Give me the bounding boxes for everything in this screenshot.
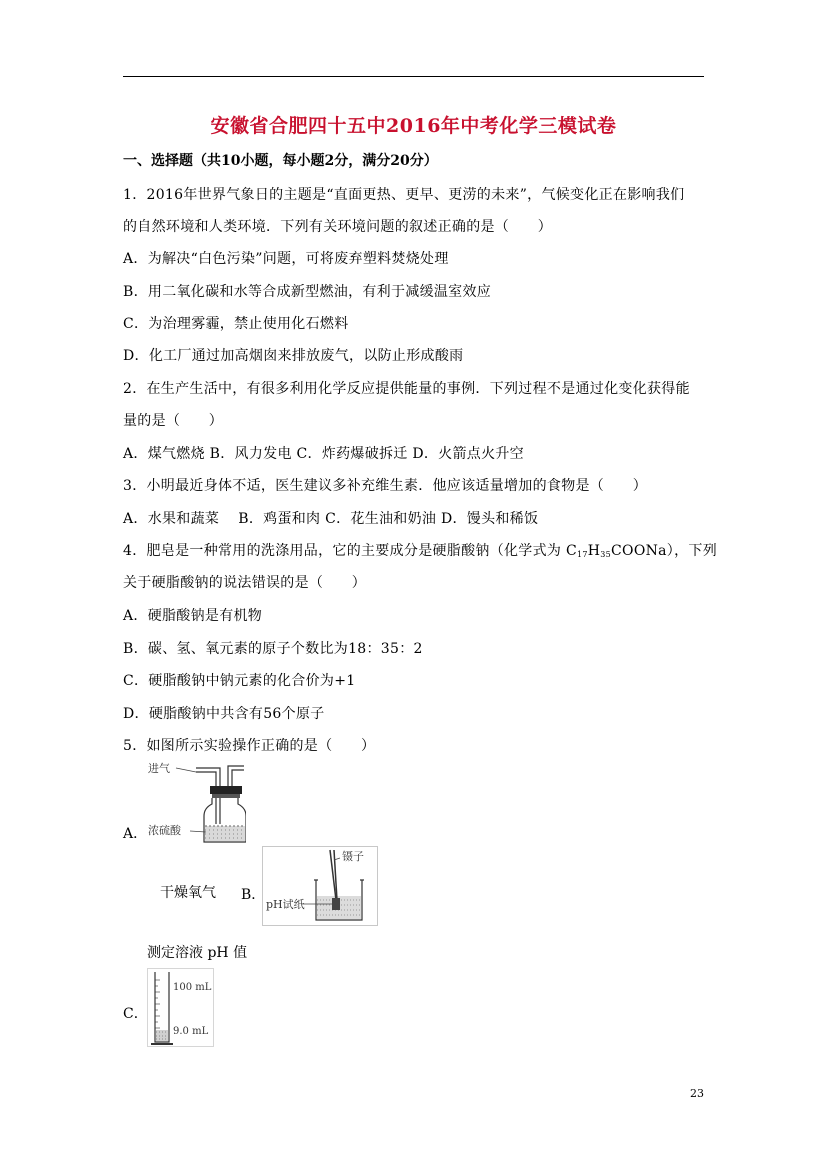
- page-title: 安徽省合肥四十五中2016年中考化学三模试卷: [210, 115, 617, 137]
- q1-option-a: A．为解决“白色污染”问题，可将废弃塑料焚烧处理: [123, 251, 449, 267]
- q1-option-d: D．化工厂通过加高烟囱来排放废气，以防止形成酸雨: [123, 348, 464, 364]
- fig-c-bottom-mark: 9.0 mL: [173, 1026, 209, 1037]
- q4-text-post: COONa），下列: [611, 543, 718, 559]
- q2-stem-line1: 2．在生产生活中，有很多利用化学反应提供能量的事例．下列过程不是通过化变化获得能: [123, 381, 690, 397]
- q4-option-a: A．硬脂酸钠是有机物: [123, 608, 263, 624]
- fig-c-top-mark: 100 mL: [173, 982, 212, 993]
- page-number: 23: [690, 1087, 704, 1100]
- q4-text-h: H: [587, 543, 601, 559]
- q4-sub-hydrogen: 35: [600, 550, 612, 559]
- q2-options: A．煤气燃烧 B．风力发电 C．炸药爆破拆迁 D．火箭点火升空: [123, 446, 524, 462]
- q3-stem: 3．小明最近身体不适，医生建议多补充维生素．他应该适量增加的食物是（ ）: [123, 478, 648, 494]
- fig-b-tweezers-label: 镊子: [342, 850, 364, 863]
- q4-option-c: C．硬脂酸钠中钠元素的化合价为+1: [123, 673, 356, 689]
- figure-ph-test: [262, 846, 378, 926]
- q5-option-c-label: C．: [123, 1006, 148, 1022]
- q1-stem-line1: 1．2016年世界气象日的主题是“直面更热、更早、更涝的未来”，气候变化正在影响我们: [123, 187, 685, 203]
- section-heading: 一、选择题（共10小题，每小题2分，满分20分）: [123, 153, 438, 169]
- q1-option-b: B．用二氧化碳和水等合成新型燃油，有利于减缓温室效应: [123, 284, 492, 300]
- fig-a-gas-in-label: 进气: [148, 762, 170, 775]
- q2-stem-line2: 量的是（ ）: [123, 413, 224, 429]
- q5-caption-a: 干燥氧气: [160, 885, 216, 901]
- q4-stem-line2: 关于硬脂酸钠的说法错误的是（ ）: [123, 575, 367, 591]
- figure-gas-washing-bottle: [146, 758, 246, 844]
- q5-option-a-label: A．: [123, 826, 148, 842]
- q4-text-pre: 4．肥皂是一种常用的洗涤用品，它的主要成分是硬脂酸钠（化学式为 C: [123, 543, 577, 559]
- fig-b-paper-label: pH试纸: [266, 898, 305, 911]
- header-rule: [123, 76, 704, 77]
- q4-sub-carbon: 17: [576, 550, 588, 559]
- q1-option-c: C．为治理雾霾，禁止使用化石燃料: [123, 316, 349, 332]
- q5-caption-b: 测定溶液 pH 值: [147, 945, 248, 961]
- q4-option-b: B．碳、氢、氧元素的原子个数比为18：35：2: [123, 641, 423, 657]
- q4-stem-line1: [123, 540, 717, 560]
- q3-options: A．水果和蔬菜 B．鸡蛋和肉 C．花生油和奶油 D．馒头和稀饭: [123, 511, 539, 527]
- figure-graduated-cylinder: [147, 968, 217, 1048]
- q5-stem: 5．如图所示实验操作正确的是（ ）: [123, 738, 376, 754]
- q4-option-d: D．硬脂酸钠中共含有56个原子: [123, 706, 325, 722]
- q1-stem-line2: 的自然环境和人类环境．下列有关环境问题的叙述正确的是（ ）: [123, 219, 552, 235]
- q5-option-b-label: B．: [241, 887, 266, 903]
- fig-a-acid-label: 浓硫酸: [148, 824, 181, 837]
